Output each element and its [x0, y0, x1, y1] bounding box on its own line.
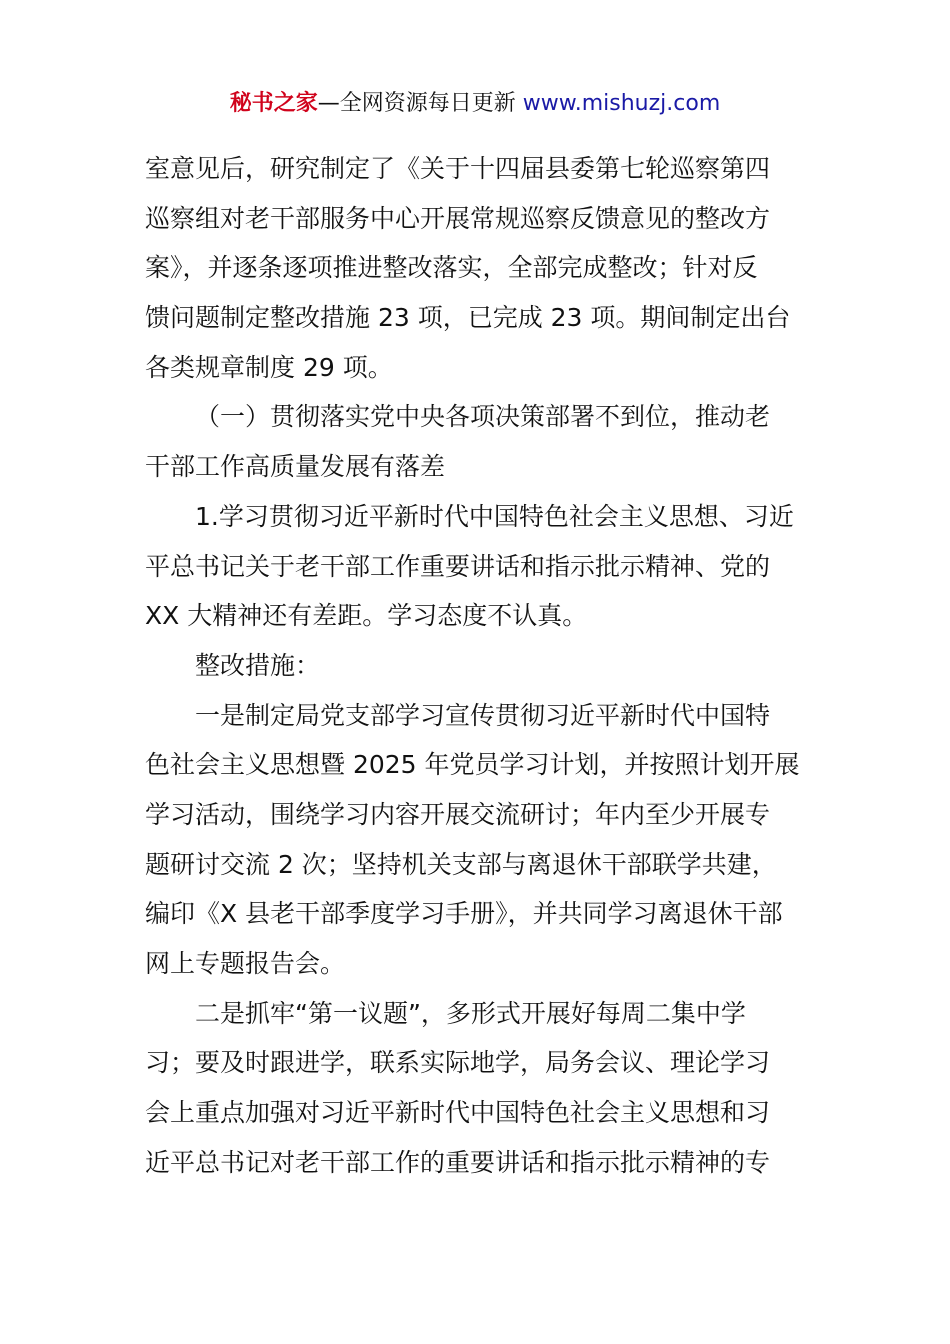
measures-label: 整改措施：	[195, 650, 321, 680]
measure-line: 二是抓牢“第一议题”，多形式开展好每周二集中学	[195, 998, 746, 1028]
measure-line: 近平总书记对老干部工作的重要讲话和指示批示精神的专	[145, 1147, 771, 1177]
text-line: 案》，并逐条逐项推进整改落实，全部完成整改；针对反	[145, 253, 758, 283]
measure-line: 色社会主义思想暨 2025 年党员学习计划，并按照计划开展	[145, 750, 800, 780]
document-body	[145, 144, 810, 1187]
issue-line: 1.学习贯彻习近平新时代中国特色社会主义思想、习近	[195, 501, 794, 531]
text-line: 室意见后，研究制定了《关于十四届县委第七轮巡察第四	[145, 154, 771, 183]
site-url-link[interactable]: www.mishuzj.com	[522, 91, 721, 116]
brand-name: 秘书之家	[229, 91, 318, 116]
section-heading-line: 干部工作高质量发展有落差	[145, 452, 446, 482]
issue-line: XX 大精神还有差距。学习态度不认真。	[145, 601, 588, 631]
issue-line: 平总书记关于老干部工作重要讲话和指示批示精神、党的	[145, 551, 771, 581]
text-line: 馈问题制定整改措施 23 项，已完成 23 项。期间制定出台	[145, 303, 791, 333]
section-heading-line: （一）贯彻落实党中央各项决策部署不到位，推动老	[195, 402, 771, 432]
measure-line: 会上重点加强对习近平新时代中国特色社会主义思想和习	[145, 1098, 771, 1128]
text-line: 巡察组对老干部服务中心开展常规巡察反馈意见的整改方	[145, 203, 771, 233]
measure-line: 一是制定局党支部学习宣传贯彻习近平新时代中国特	[195, 700, 771, 730]
header-tagline: —全网资源每日更新	[317, 91, 523, 116]
measure-line: 编印《X 县老干部季度学习手册》，并共同学习离退休干部	[145, 899, 783, 929]
site-header	[0, 88, 950, 120]
measure-line: 习；要及时跟进学，联系实际地学，局务会议、理论学习	[145, 1048, 771, 1078]
measure-line: 题研讨交流 2 次；坚持机关支部与离退休干部联学共建，	[145, 849, 777, 879]
text-line: 各类规章制度 29 项。	[145, 352, 393, 382]
measure-line: 网上专题报告会。	[145, 949, 346, 978]
measure-line: 学习活动，围绕学习内容开展交流研讨；年内至少开展专	[145, 799, 771, 829]
